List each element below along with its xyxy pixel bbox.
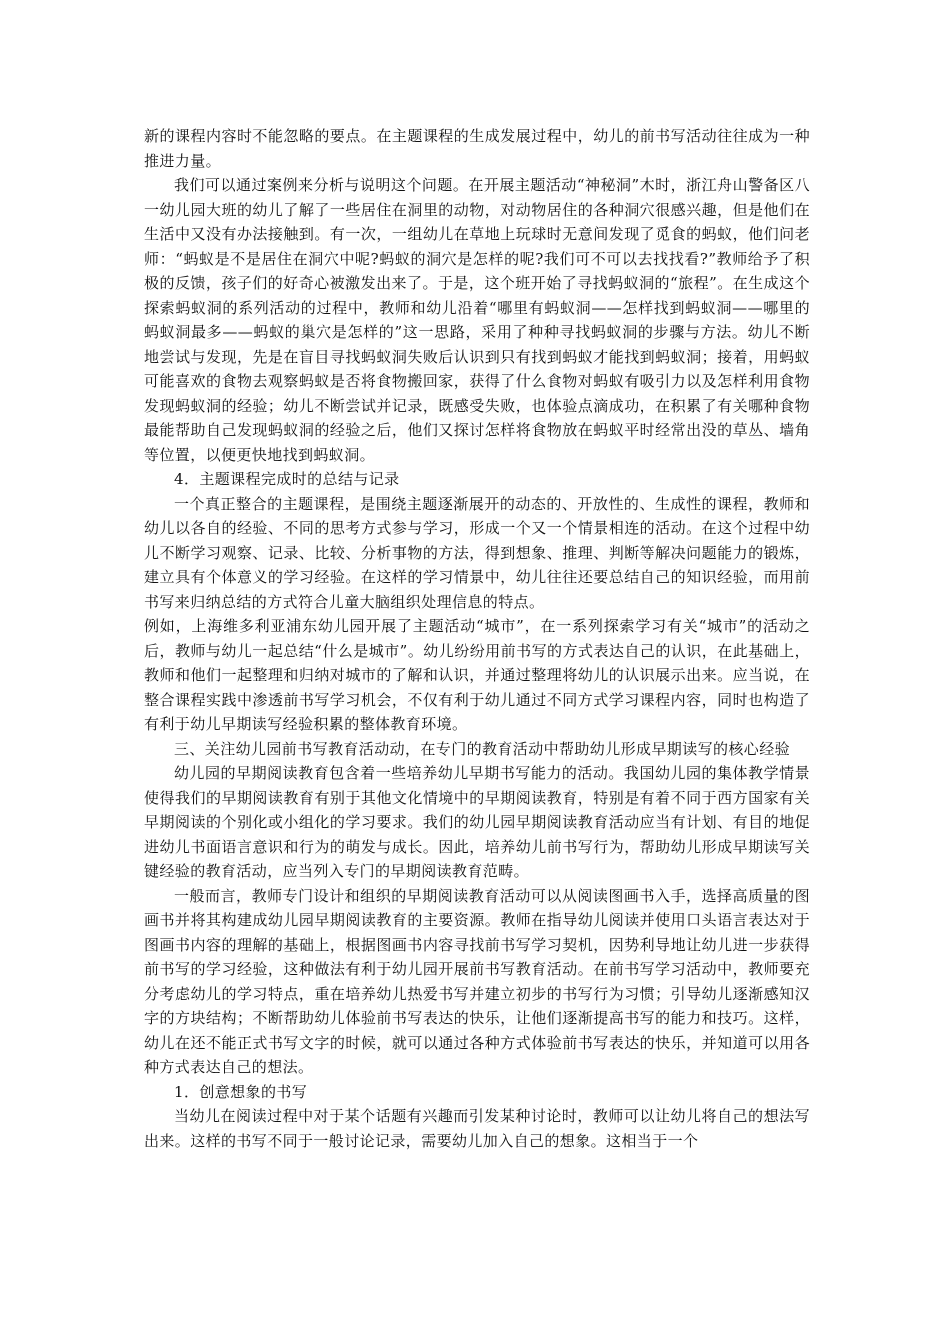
paragraph-early-reading-education: 幼儿园的早期阅读教育包含着一些培养幼儿早期书写能力的活动。我国幼儿园的集体教学情景使得我们的早期阅读教育有别于其他文化情境中的早期阅读教育，特别是有着不同于西方国家有关早期阅读的个别化或小组化的学习要求。我们的幼儿园早期阅读教育活动应当有计划、有目的地促进幼儿书面语言意识和行为的萌发与成长。因此，培养幼儿前书写行为，帮助幼儿形成早期读写关键经验的教育活动，应当列入专门的早期阅读教育范畴。 xyxy=(144,764,810,880)
paragraph-picture-book-activities: 一般而言，教师专门设计和组织的早期阅读教育活动可以从阅读图画书入手，选择高质量的图画书并将其构建成幼儿园早期阅读教育的主要资源。教师在指导幼儿阅读并使用口头语言表达对于图画书内容的理解的基础上，根据图画书内容寻找前书写学习契机，因势利导地让幼儿进一步获得前书写的学习经验，这种做法有利于幼儿园开展前书写教育活动。在前书写学习活动中，教师要充分考虑幼儿的学习特点，重在培养幼儿热爱书写并建立初步的书写行为习惯；引导幼儿逐渐感知汉字的方块结构；不断帮助幼儿体验前书写表达的快乐，让他们逐渐提高书写的能力和技巧。这样，幼儿在还不能正式书写文字的时候，就可以通过各种方式体验前书写表达的快乐，并知道可以用各种方式表达自己的想法。 xyxy=(144,886,810,1076)
paragraph-continuation: 新的课程内容时不能忽略的要点。在主题课程的生成发展过程中，幼儿的前书写活动往往成为一种推进力量。 xyxy=(144,127,810,170)
section-heading-creative-writing: 1．创意想象的书写 xyxy=(174,1082,308,1101)
paragraph-ant-case: 我们可以通过案例来分析与说明这个问题。在开展主题活动“神秘洞”木时，浙江舟山警备区八一幼儿园大班的幼儿了解了一些居住在洞里的动物，对动物居住的各种洞穴很感兴趣，但是他们在生活中又没有办法接触到。有一次，一组幼儿在草地上玩球时无意间发现了觅食的蚂蚁，他们问老师：“蚂蚁是不是居住在洞穴中呢?蚂蚁的洞穴是怎样的呢?我们可不可以去找找看?”教师给予了积极的反馈，孩子们的好奇心被激发出来了。于是，这个班开始了寻找蚂蚁洞的“旅程”。在生成这个探索蚂蚁洞的系列活动的过程中，教师和幼儿沿着“哪里有蚂蚁洞——怎样找到蚂蚁洞——哪里的蚂蚁洞最多——蚂蚁的巢穴是怎样的”这一思路，采用了种种寻找蚂蚁洞的步骤与方法。幼儿不断地尝试与发现，先是在盲目寻找蚂蚁洞失败后认识到只有找到蚂蚁才能找到蚂蚁洞；接着，用蚂蚁可能喜欢的食物去观察蚂蚁是否将食物搬回家，获得了什么食物对蚂蚁有吸引力以及怎样利用食物发现蚂蚁洞的经验；幼儿不断尝试并记录，既感受失败，也体验点滴成功，在积累了有关哪种食物最能帮助自己发现蚂蚁洞的经验之后，他们又探讨怎样将食物放在蚂蚁平时经常出没的草丛、墙角等位置，以便更快地找到蚂蚁洞。 xyxy=(144,176,810,464)
paragraph-city-example: 例如，上海维多利亚浦东幼儿园开展了主题活动“城市”，在一系列探索学习有关“城市”的活动之后，教师与幼儿一起总结“什么是城市”。幼儿纷纷用前书写的方式表达自己的认识，在此基础上，教师和他们一起整理和归纳对城市的了解和认识，并通过整理将幼儿的认识展示出来。应当说，在整合课程实践中渗透前书写学习机会，不仅有利于幼儿通过不同方式学习课程内容，同时也构造了有利于幼儿早期读写经验积累的整体教育环境。 xyxy=(144,617,810,733)
paragraph-creative-writing: 当幼儿在阅读过程中对于某个话题有兴趣而引发某种讨论时，教师可以让幼儿将自己的想法写出来。这样的书写不同于一般讨论记录，需要幼儿加入自己的想象。这相当于一个 xyxy=(144,1107,810,1150)
document-body xyxy=(144,124,810,1153)
paragraph-integrated-curriculum: 一个真正整合的主题课程，是围绕主题逐渐展开的动态的、开放性的、生成性的课程，教师和幼儿以各自的经验、不同的思考方式参与学习，形成一个又一个情景相连的活动。在这个过程中幼儿不断学习观察、记录、比较、分析事物的方法，得到想象、推理、判断等解决问题能力的锻炼，建立具有个体意义的学习经验。在这样的学习情景中，幼儿往往还要总结自己的知识经验，而用前书写来归纳总结的方式符合儿童大脑组织处理信息的特点。 xyxy=(144,494,810,611)
section-heading-pre-writing-activities: 三、关注幼儿园前书写教育活动动，在专门的教育活动中帮助幼儿形成早期读写的核心经验 xyxy=(174,739,791,758)
section-heading-summary-record: 4．主题课程完成时的总结与记录 xyxy=(174,470,400,488)
